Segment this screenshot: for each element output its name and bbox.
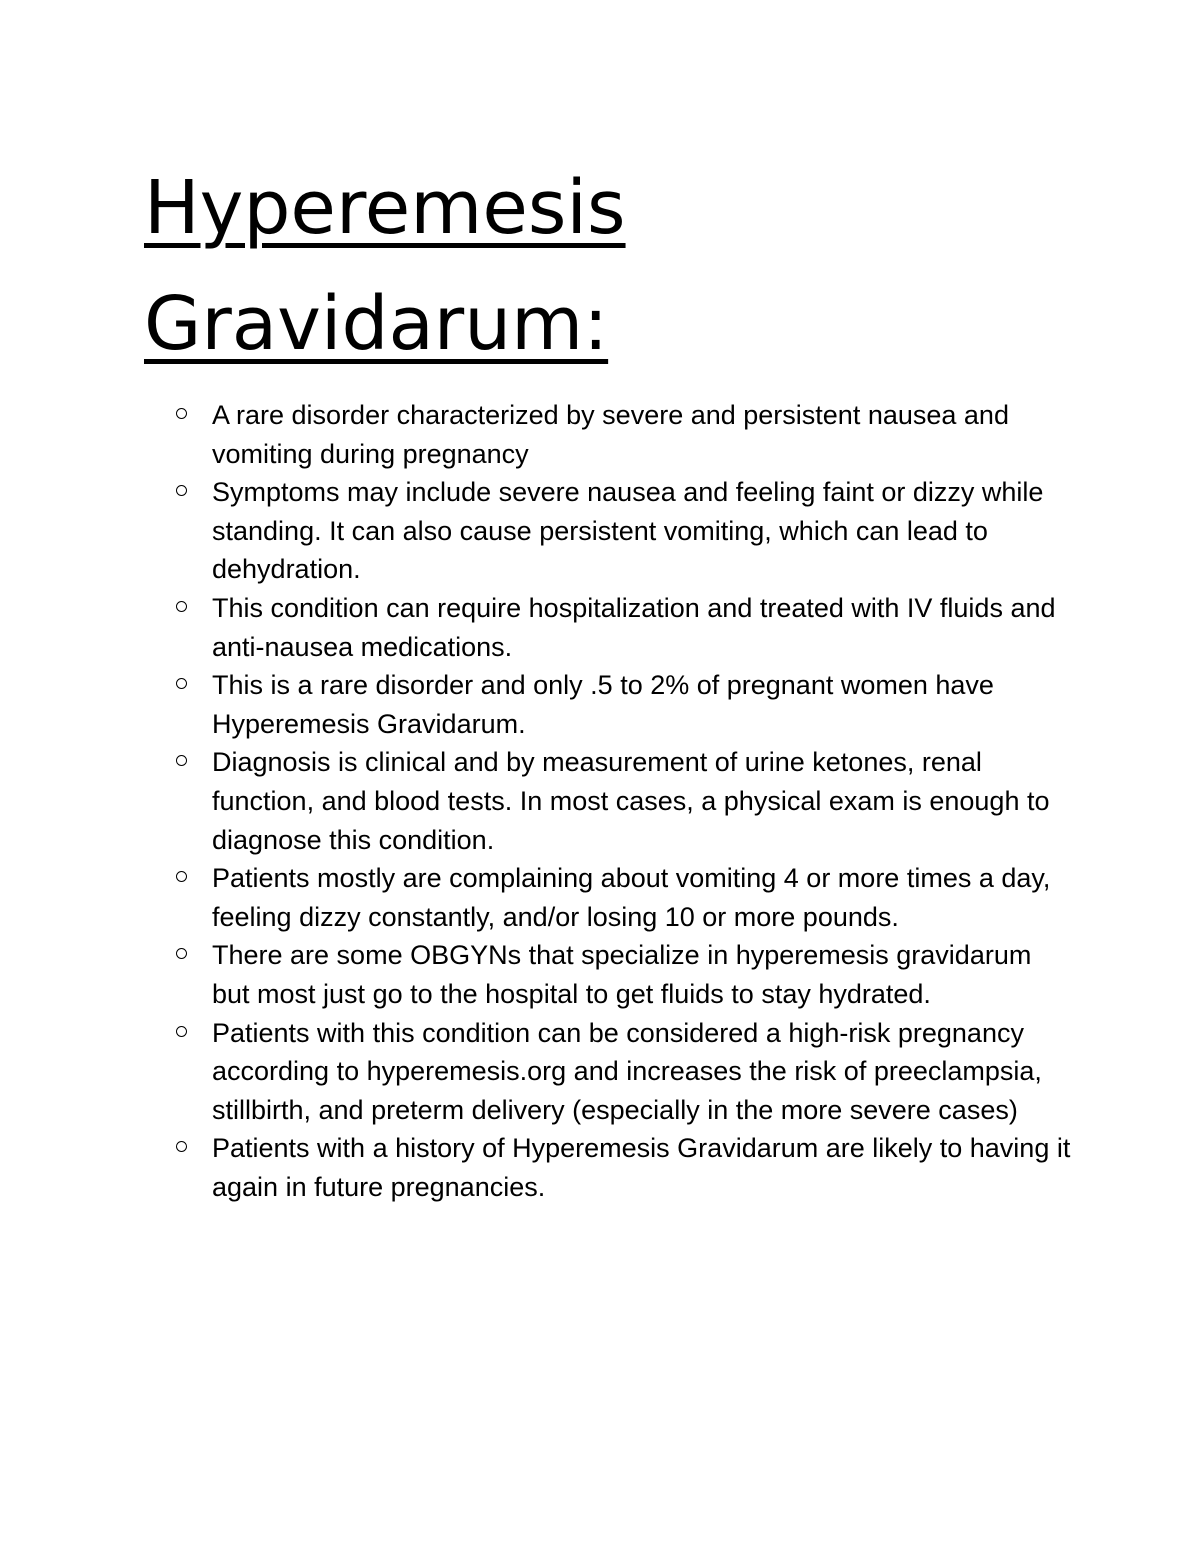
list-item-text: This is a rare disorder and only .5 to 2% of pregnant women have Hyperemesis Gravidarum. <box>212 670 994 739</box>
bullet-list <box>176 396 1076 1206</box>
hollow-circle-bullet-icon <box>176 408 187 419</box>
list-item-text: A rare disorder characterized by severe and persistent nausea and vomiting during pregnancy <box>212 400 1009 469</box>
title-line-1: Hyperemesis <box>144 165 626 251</box>
list-item <box>176 473 1076 589</box>
list-item <box>176 666 1076 743</box>
page-title <box>144 150 626 382</box>
list-item <box>176 396 1076 473</box>
hollow-circle-bullet-icon <box>176 601 187 612</box>
list-item <box>176 589 1076 666</box>
hollow-circle-bullet-icon <box>176 485 187 496</box>
list-item <box>176 936 1076 1013</box>
hollow-circle-bullet-icon <box>176 755 187 766</box>
list-item-text: Patients with a history of Hyperemesis Gravidarum are likely to having it again in future pregnancies. <box>212 1133 1071 1202</box>
hollow-circle-bullet-icon <box>176 678 187 689</box>
list-item <box>176 859 1076 936</box>
list-item-text: Patients with this condition can be considered a high-risk pregnancy according to hyperemesis.org and increases the risk of preeclampsia, stillbirth, and preterm delivery (especially in the more severe cases) <box>212 1017 1042 1125</box>
list-item <box>176 1129 1076 1206</box>
hollow-circle-bullet-icon <box>176 1026 187 1037</box>
hollow-circle-bullet-icon <box>176 871 187 882</box>
list-item-text: Symptoms may include severe nausea and feeling faint or dizzy while standing. It can also cause persistent vomiting, which can lead to dehydration. <box>212 477 1044 585</box>
list-item-text: Patients mostly are complaining about vomiting 4 or more times a day, feeling dizzy constantly, and/or losing 10 or more pounds. <box>212 863 1051 932</box>
list-item-text: There are some OBGYNs that specialize in hyperemesis gravidarum but most just go to the hospital to get fluids to stay hydrated. <box>212 940 1032 1009</box>
title-line-2: Gravidarum: <box>144 281 609 367</box>
hollow-circle-bullet-icon <box>176 948 187 959</box>
hollow-circle-bullet-icon <box>176 1141 187 1152</box>
list-item <box>176 743 1076 859</box>
list-item-text: This condition can require hospitalization and treated with IV fluids and anti-nausea medications. <box>212 592 1056 662</box>
list-item-text: Diagnosis is clinical and by measurement of urine ketones, renal function, and blood tests. In most cases, a physical exam is enough to diagnose this condition. <box>212 747 1050 855</box>
list-item <box>176 1014 1076 1130</box>
